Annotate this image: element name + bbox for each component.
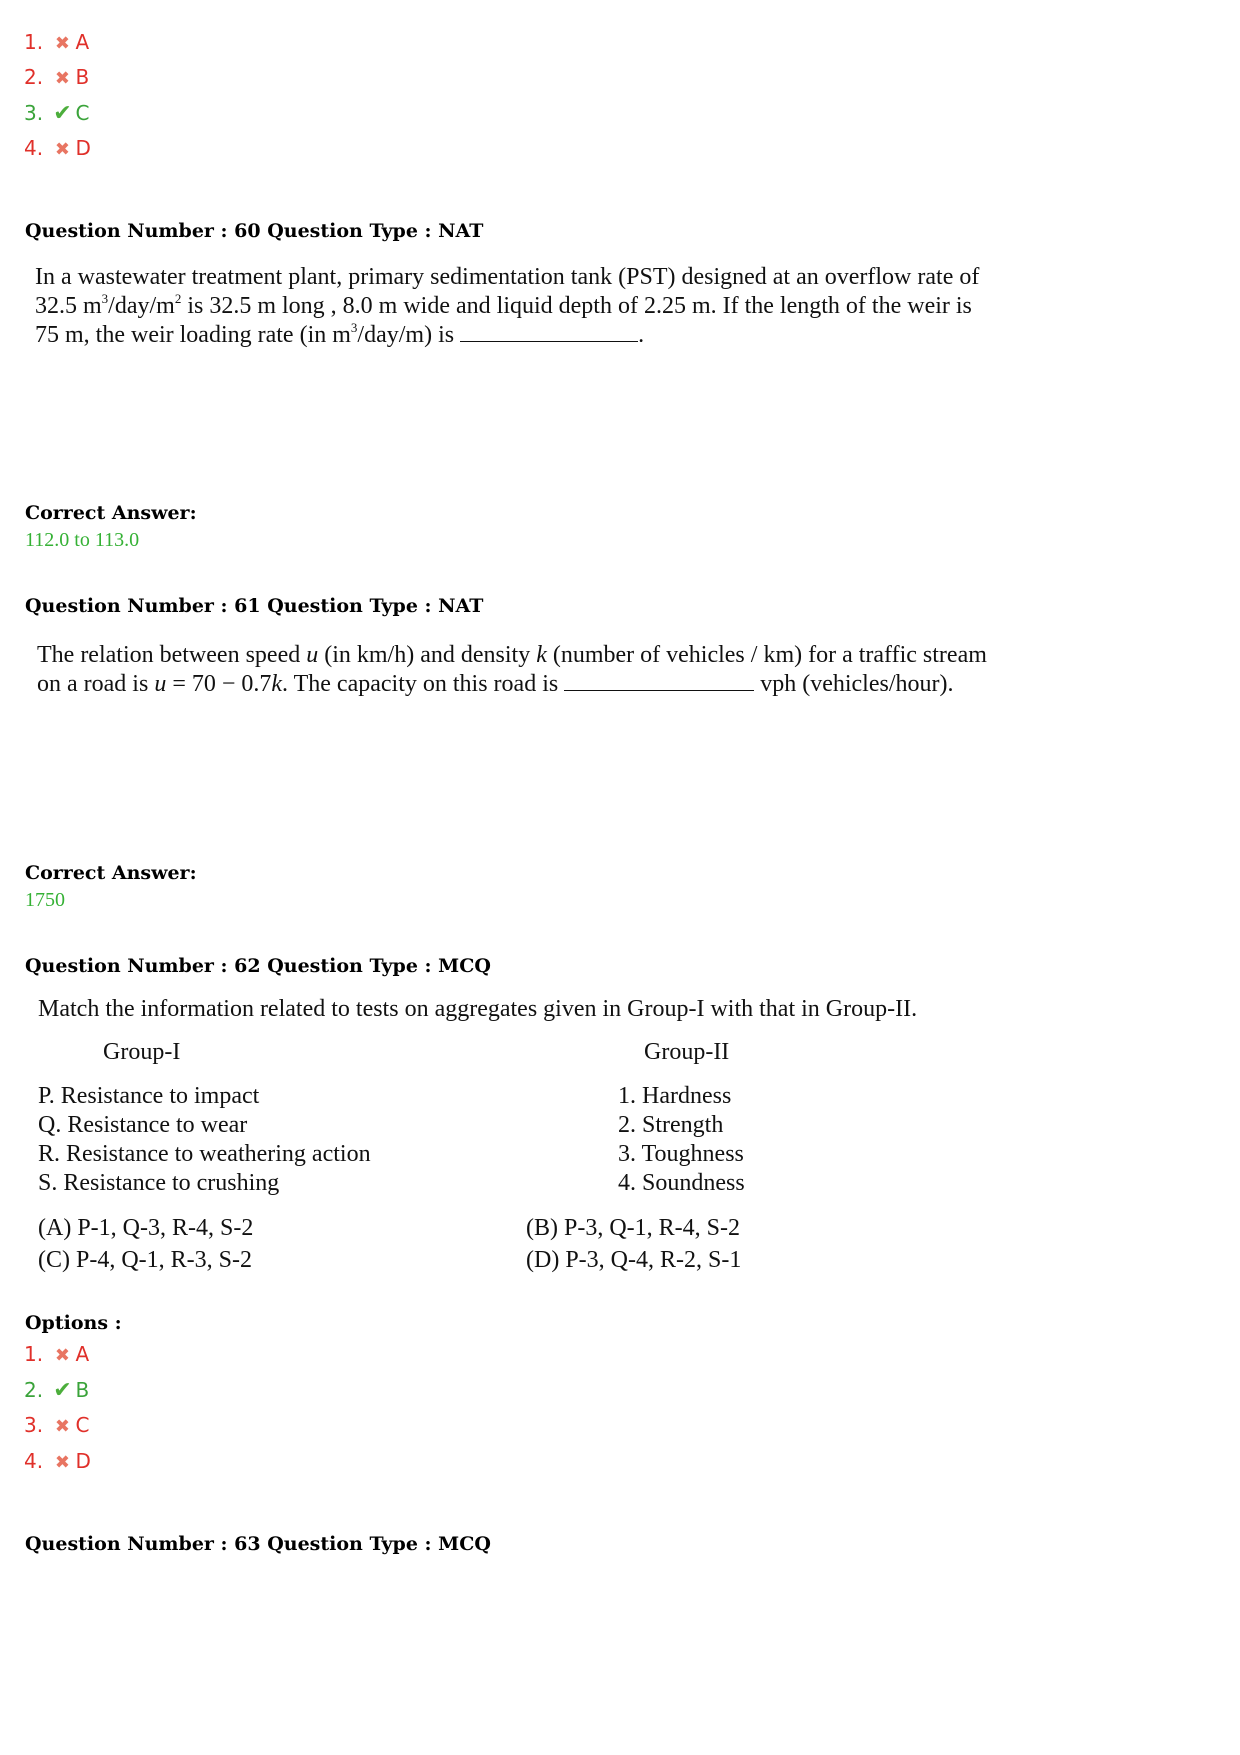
group-2-item: 4. Soundness: [618, 1170, 745, 1196]
cross-icon: ✖: [54, 1416, 70, 1437]
answer-blank: [460, 321, 638, 342]
correct-answer-value: 112.0 to 113.0: [25, 529, 140, 551]
option-letter: B: [75, 1378, 90, 1402]
option-number: 2.: [24, 65, 44, 89]
option-number: 3.: [24, 101, 44, 125]
question-line: on a road is u = 70 − 0.7k. The capacity on this road is vph (vehicles/hour).: [37, 671, 954, 697]
group-1-item: P. Resistance to impact: [38, 1083, 260, 1109]
correct-answer-label: Correct Answer:: [25, 502, 197, 524]
question-header: Question Number : 60 Question Type : NAT: [25, 220, 484, 242]
question-line: 32.5 $m^3/day/m^2$ is 32.5 m long , 8.0 m wide and liquid depth of 2.25 m. If the length of the weir is: [35, 291, 972, 319]
choice-a: (A) P-1, Q-3, R-4, S-2: [38, 1215, 254, 1241]
option-number: 1.: [24, 1342, 44, 1366]
option-row: [24, 1449, 91, 1475]
option-letter: D: [75, 136, 91, 160]
group-1-list: [38, 1082, 371, 1198]
option-number: 4.: [24, 1449, 44, 1473]
group-2-list: [618, 1082, 745, 1198]
choice-c: (C) P-4, Q-1, R-3, S-2: [38, 1247, 252, 1273]
group-1-title: Group-I: [103, 1039, 181, 1065]
option-row: [24, 30, 89, 56]
option-row: [24, 1413, 89, 1439]
option-letter: D: [75, 1449, 91, 1473]
option-row: [24, 136, 91, 162]
cross-icon: ✖: [54, 33, 70, 54]
option-number: 4.: [24, 136, 44, 160]
cross-icon: ✖: [54, 68, 70, 89]
question-line: In a wastewater treatment plant, primary sedimentation tank (PST) designed at an overflow rate of: [35, 264, 980, 290]
checkmark-icon: ✔: [53, 1378, 72, 1403]
question-intro: Match the information related to tests on aggregates given in Group-I with that in Group-II.: [38, 996, 918, 1022]
group-1-item: R. Resistance to weathering action: [38, 1141, 371, 1167]
option-letter: C: [75, 101, 90, 125]
option-letter: A: [75, 1342, 90, 1366]
cross-icon: ✖: [54, 139, 70, 160]
group-1-item: S. Resistance to crushing: [38, 1170, 280, 1196]
question-text: [37, 641, 987, 699]
option-letter: A: [75, 30, 90, 54]
question-header: Question Number : 61 Question Type : NAT: [25, 595, 484, 617]
group-2-title: Group-II: [644, 1039, 730, 1065]
correct-answer-value: 1750: [25, 889, 65, 911]
question-line: The relation between speed u (in km/h) and density k (number of vehicles / km) for a traffic stream: [37, 642, 987, 668]
group-2-item: 3. Toughness: [618, 1141, 744, 1167]
choice-b: (B) P-3, Q-1, R-4, S-2: [526, 1215, 740, 1241]
question-line: 75 m, the weir loading rate (in $m^3/day/m$) is .: [35, 320, 645, 348]
option-number: 1.: [24, 30, 44, 54]
cross-icon: ✖: [54, 1345, 70, 1366]
choice-d: (D) P-3, Q-4, R-2, S-1: [526, 1247, 742, 1273]
option-number: 3.: [24, 1413, 44, 1437]
options-label: Options :: [25, 1312, 122, 1334]
option-number: 2.: [24, 1378, 44, 1402]
question-header: Question Number : 63 Question Type : MCQ: [25, 1533, 491, 1555]
group-2-item: 2. Strength: [618, 1112, 724, 1138]
group-2-item: 1. Hardness: [618, 1083, 732, 1109]
option-row: [24, 1342, 89, 1368]
group-1-item: Q. Resistance to wear: [38, 1112, 248, 1138]
option-row: [24, 101, 89, 126]
option-letter: C: [75, 1413, 90, 1437]
question-header: Question Number : 62 Question Type : MCQ: [25, 955, 491, 977]
answer-blank: [564, 670, 754, 691]
option-row: [24, 65, 89, 91]
option-letter: B: [75, 65, 90, 89]
cross-icon: ✖: [54, 1452, 70, 1473]
question-text: [35, 263, 979, 350]
checkmark-icon: ✔: [53, 101, 72, 126]
option-row: [24, 1378, 89, 1403]
correct-answer-label: Correct Answer:: [25, 862, 197, 884]
